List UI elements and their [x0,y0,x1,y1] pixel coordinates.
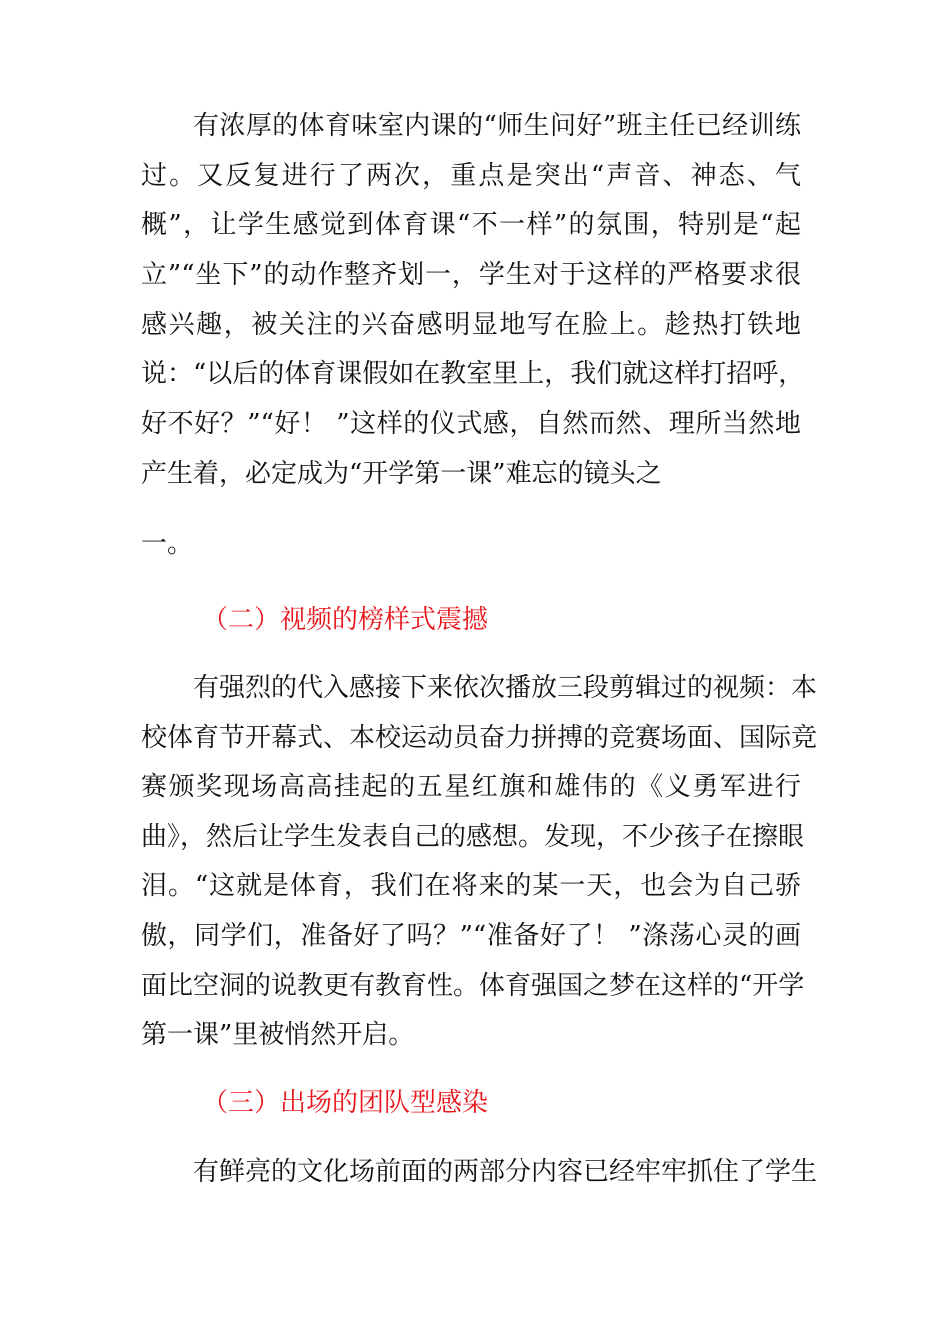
paragraph-2-line-8: 第一课”里被悄然开启。 [141,1020,415,1050]
paragraph-1-line-2: 过。又反复进行了两次，重点是突出“声音、神态、气 [141,161,801,191]
paragraph-1-tail: 一。 [141,529,194,559]
paragraph-2-line-2: 校体育节开幕式、本校运动员奋力拼搏的竞赛场面、国际竞 [141,723,818,753]
paragraph-2-line-6: 傲，同学们，准备好了吗？”“准备好了！ ”涤荡心灵的画 [141,921,801,951]
paragraph-1-line-6: 说：“以后的体育课假如在教室里上，我们就这样打招呼， [141,359,805,389]
paragraph-1-line-3: 概”，让学生感觉到体育课“不一样”的氛围，特别是“起 [141,210,801,240]
paragraph-1-line-1: 有浓厚的体育味室内课的“师生问好”班主任已经训练 [193,111,801,141]
paragraph-3-line-1: 有鲜亮的文化场前面的两部分内容已经牢牢抓住了学生 [193,1157,818,1187]
paragraph-2-line-1: 有强烈的代入感接下来依次播放三段剪辑过的视频：本 [193,673,818,703]
paragraph-1-line-7: 好不好？”“好！ ”这样的仪式感，自然而然、理所当然地 [141,409,801,439]
paragraph-2-line-7: 面比空洞的说教更有教育性。体育强国之梦在这样的“开学 [141,971,805,1001]
section-heading-3: （三）出场的团队型感染 [202,1088,489,1118]
paragraph-2-line-4: 曲》，然后让学生发表自己的感想。发现，不少孩子在擦眼 [141,822,805,852]
paragraph-2-line-3: 赛颁奖现场高高挂起的五星红旗和雄伟的《义勇军进行 [141,772,801,802]
section-heading-2: （二）视频的榜样式震撼 [202,605,489,635]
paragraph-1-line-8: 产生着，必定成为“开学第一课”难忘的镜头之 [141,459,662,489]
paragraph-1-line-4: 立”“坐下”的动作整齐划一，学生对于这样的严格要求很 [141,260,801,290]
paragraph-1-line-5: 感兴趣，被关注的兴奋感明显地写在脸上。趁热打铁地 [141,310,801,340]
paragraph-2-line-5: 泪。“这就是体育，我们在将来的某一天，也会为自己骄 [141,871,801,901]
